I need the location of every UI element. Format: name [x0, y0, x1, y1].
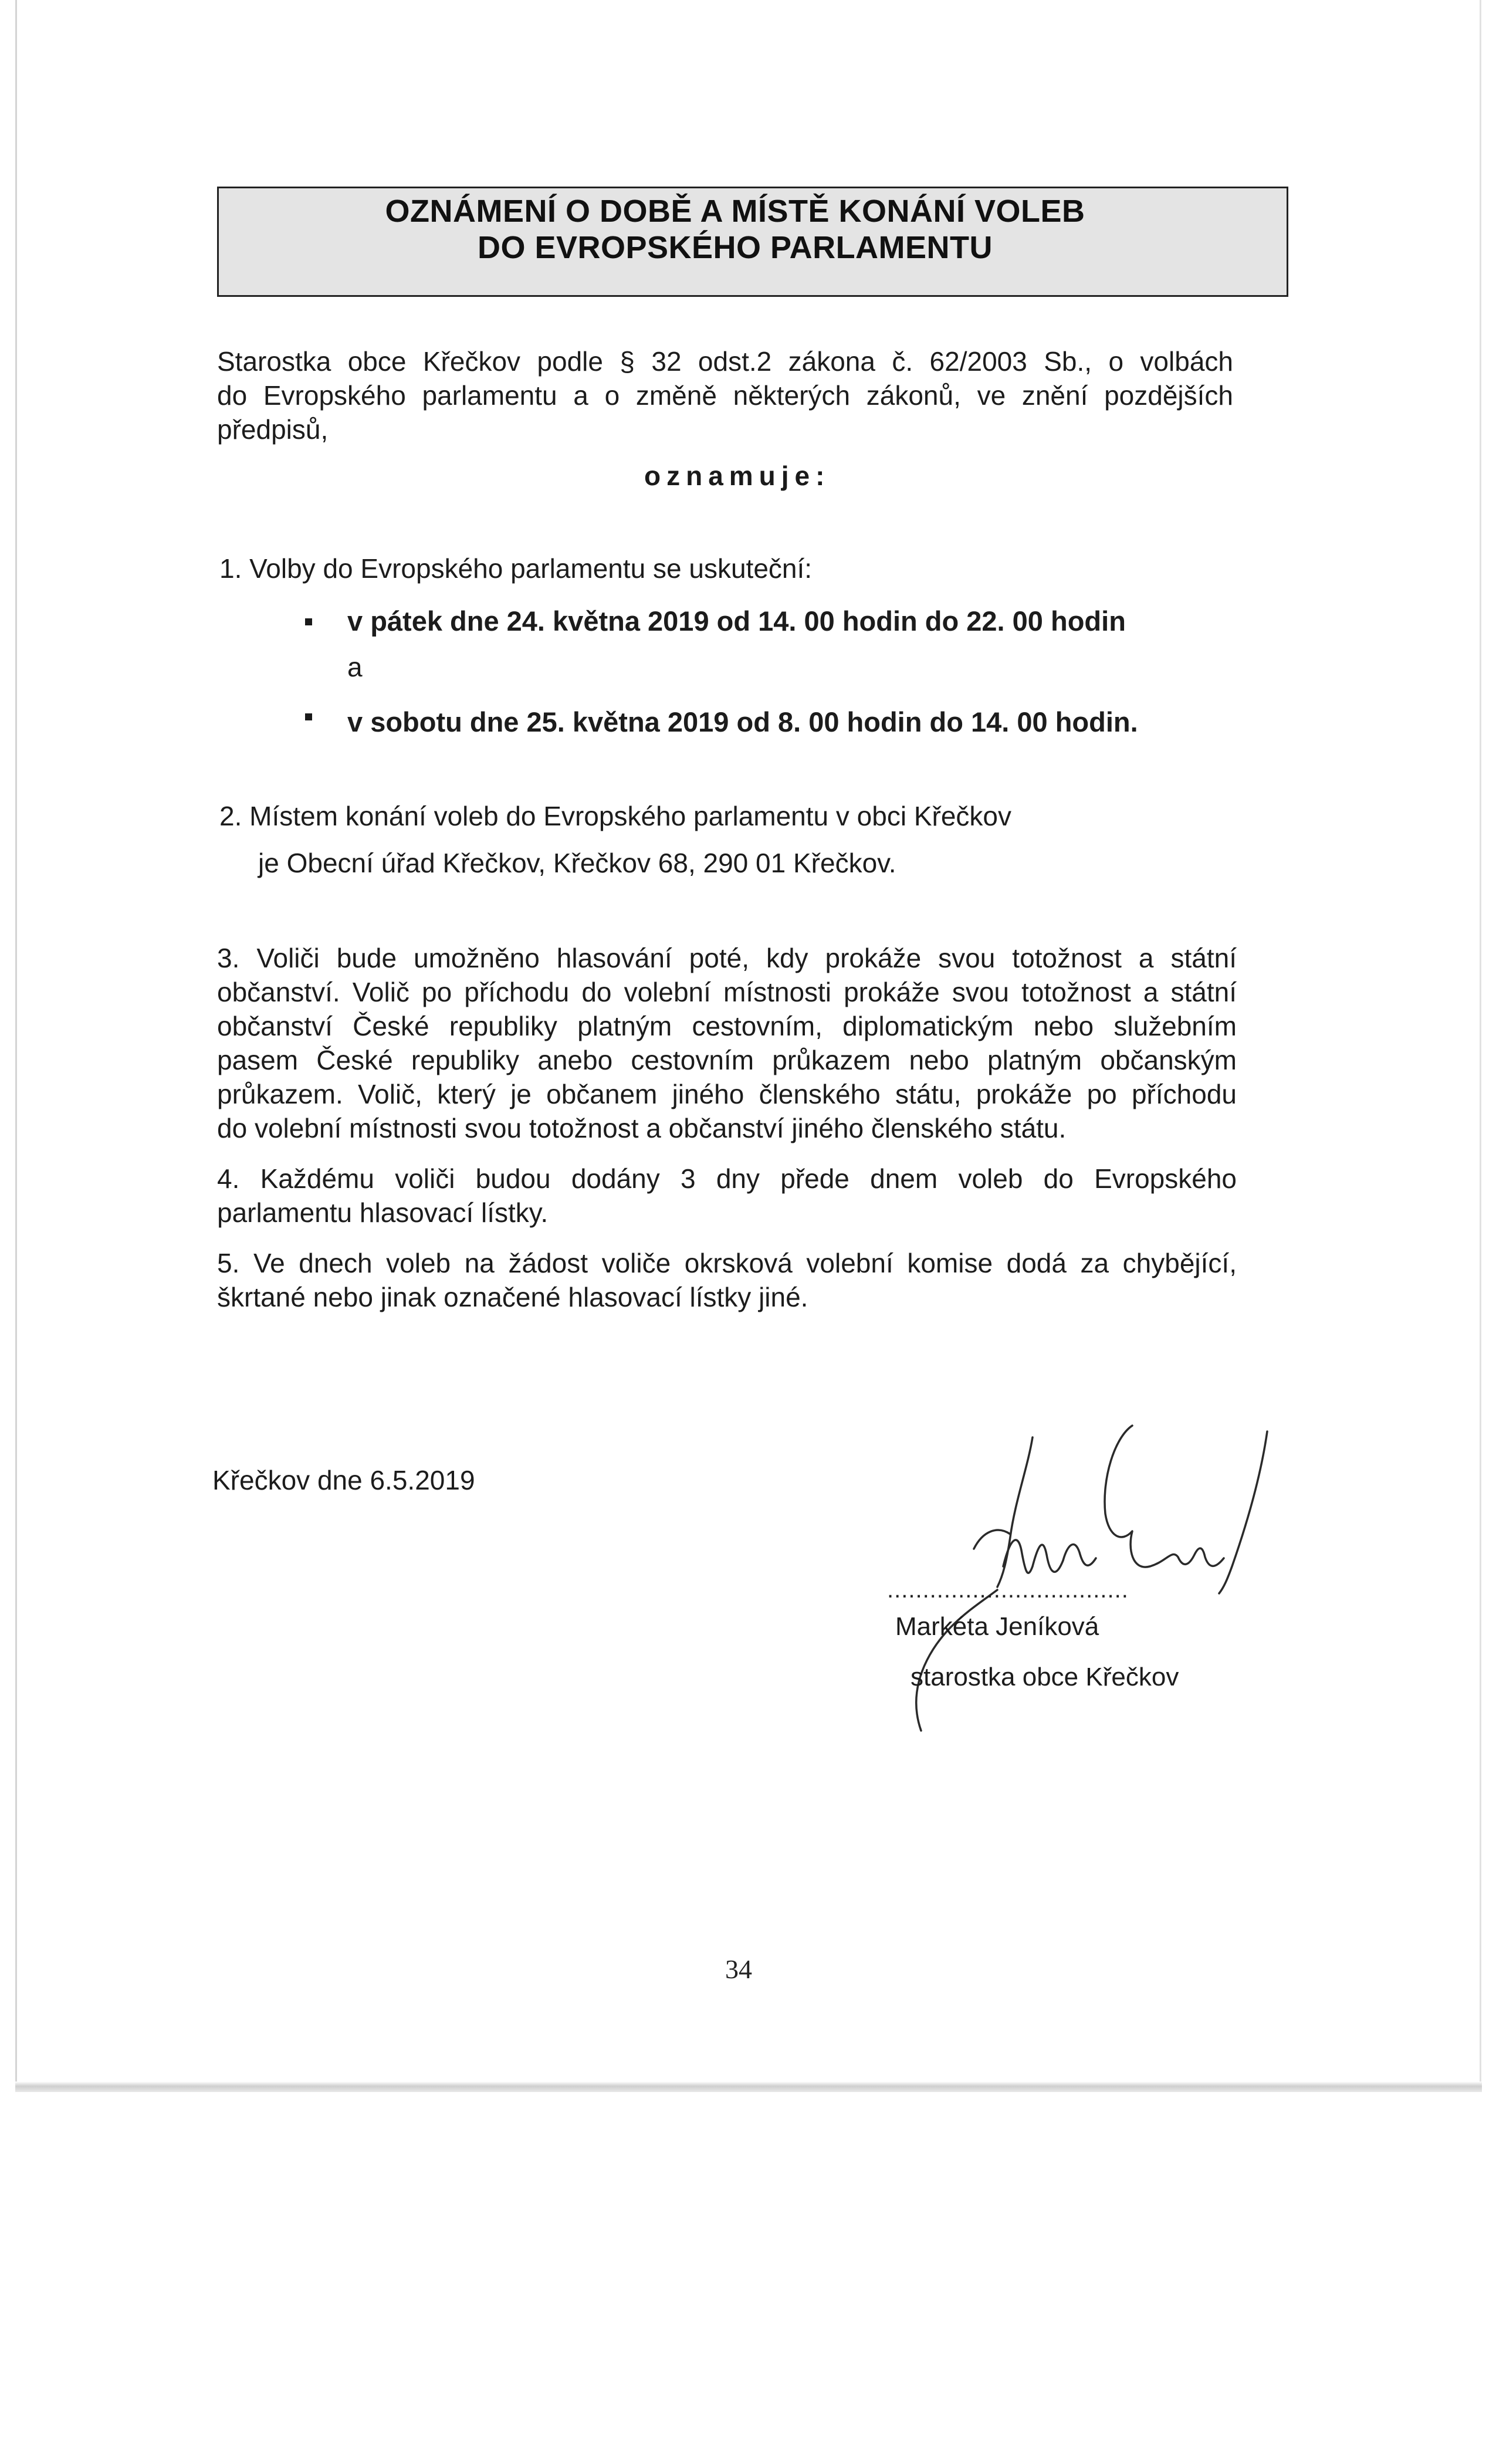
item3-line-6: do volební místnosti svou totožnost a občanství jiného členského státu.: [217, 1113, 1067, 1143]
intro-line-1: Starostka obce Křečkov podle § 32 odst.2 zákona č. 62/2003 Sb., o volbách: [217, 346, 1233, 377]
title-line-2: DO EVROPSKÉHO PARLAMENTU: [477, 230, 993, 265]
item1-lead: 1. Volby do Evropského parlamentu se uskuteční:: [219, 553, 813, 584]
scan-edge-right: [1480, 0, 1481, 2089]
title-line-1: OZNÁMENÍ O DOBĚ A MÍSTĚ KONÁNÍ VOLEB: [385, 194, 1085, 229]
title-box: [217, 187, 1288, 297]
place-date: Křečkov dne 6.5.2019: [212, 1465, 475, 1495]
item3-line-3: občanství České republiky platným cestovním, diplomatickým nebo služebním: [217, 1011, 1237, 1041]
signatory-name: Markéta Jeníková: [895, 1612, 1099, 1641]
item5-line-1: 5. Ve dnech voleb na žádost voliče okrsková volební komise dodá za chybějící,: [217, 1248, 1237, 1278]
signature-line: ..................................: [887, 1577, 1129, 1603]
item3-line-5: průkazem. Volič, který je občanem jiného členského státu, prokáže po příchodu: [217, 1079, 1237, 1109]
item3-line-4: pasem České republiky anebo cestovním průkazem nebo platným občanským: [217, 1045, 1237, 1075]
page-number: 34: [725, 1954, 752, 1984]
item4-line-1: 4. Každému voliči budou dodány 3 dny přede dnem voleb do Evropského: [217, 1163, 1237, 1194]
scan-edge-left: [15, 0, 17, 2089]
item1-conjunction: a: [347, 652, 363, 682]
scan-bottom-edge: [15, 2081, 1482, 2092]
announces-heading: oznamuje:: [644, 461, 831, 491]
item2-line-1: 2. Místem konání voleb do Evropského parlamentu v obci Křečkov: [219, 801, 1012, 831]
intro-line-2: do Evropského parlamentu a o změně některých zákonů, ve znění pozdějších: [217, 380, 1233, 411]
item3-line-2: občanství. Volič po příchodu do volební místnosti prokáže svou totožnost a státní: [217, 977, 1237, 1007]
signatory-role: starostka obce Křečkov: [911, 1663, 1179, 1691]
item4-line-2: parlamentu hlasovací lístky.: [217, 1197, 549, 1228]
item2-line-2: je Obecní úřad Křečkov, Křečkov 68, 290 01 Křečkov.: [258, 848, 896, 878]
item1-date2: v sobotu dne 25. května 2019 od 8. 00 hodin do 14. 00 hodin.: [347, 706, 1138, 737]
item1-date1: v pátek dne 24. května 2019 od 14. 00 hodin do 22. 00 hodin: [347, 605, 1126, 637]
bullet-icon: [305, 618, 312, 625]
item3-line-1: 3. Voliči bude umožněno hlasování poté, kdy prokáže svou totožnost a státní: [217, 943, 1237, 973]
intro-line-3: předpisů,: [217, 414, 329, 445]
bullet-icon: [305, 713, 312, 720]
item5-line-2: škrtané nebo jinak označené hlasovací lístky jiné.: [217, 1282, 808, 1312]
